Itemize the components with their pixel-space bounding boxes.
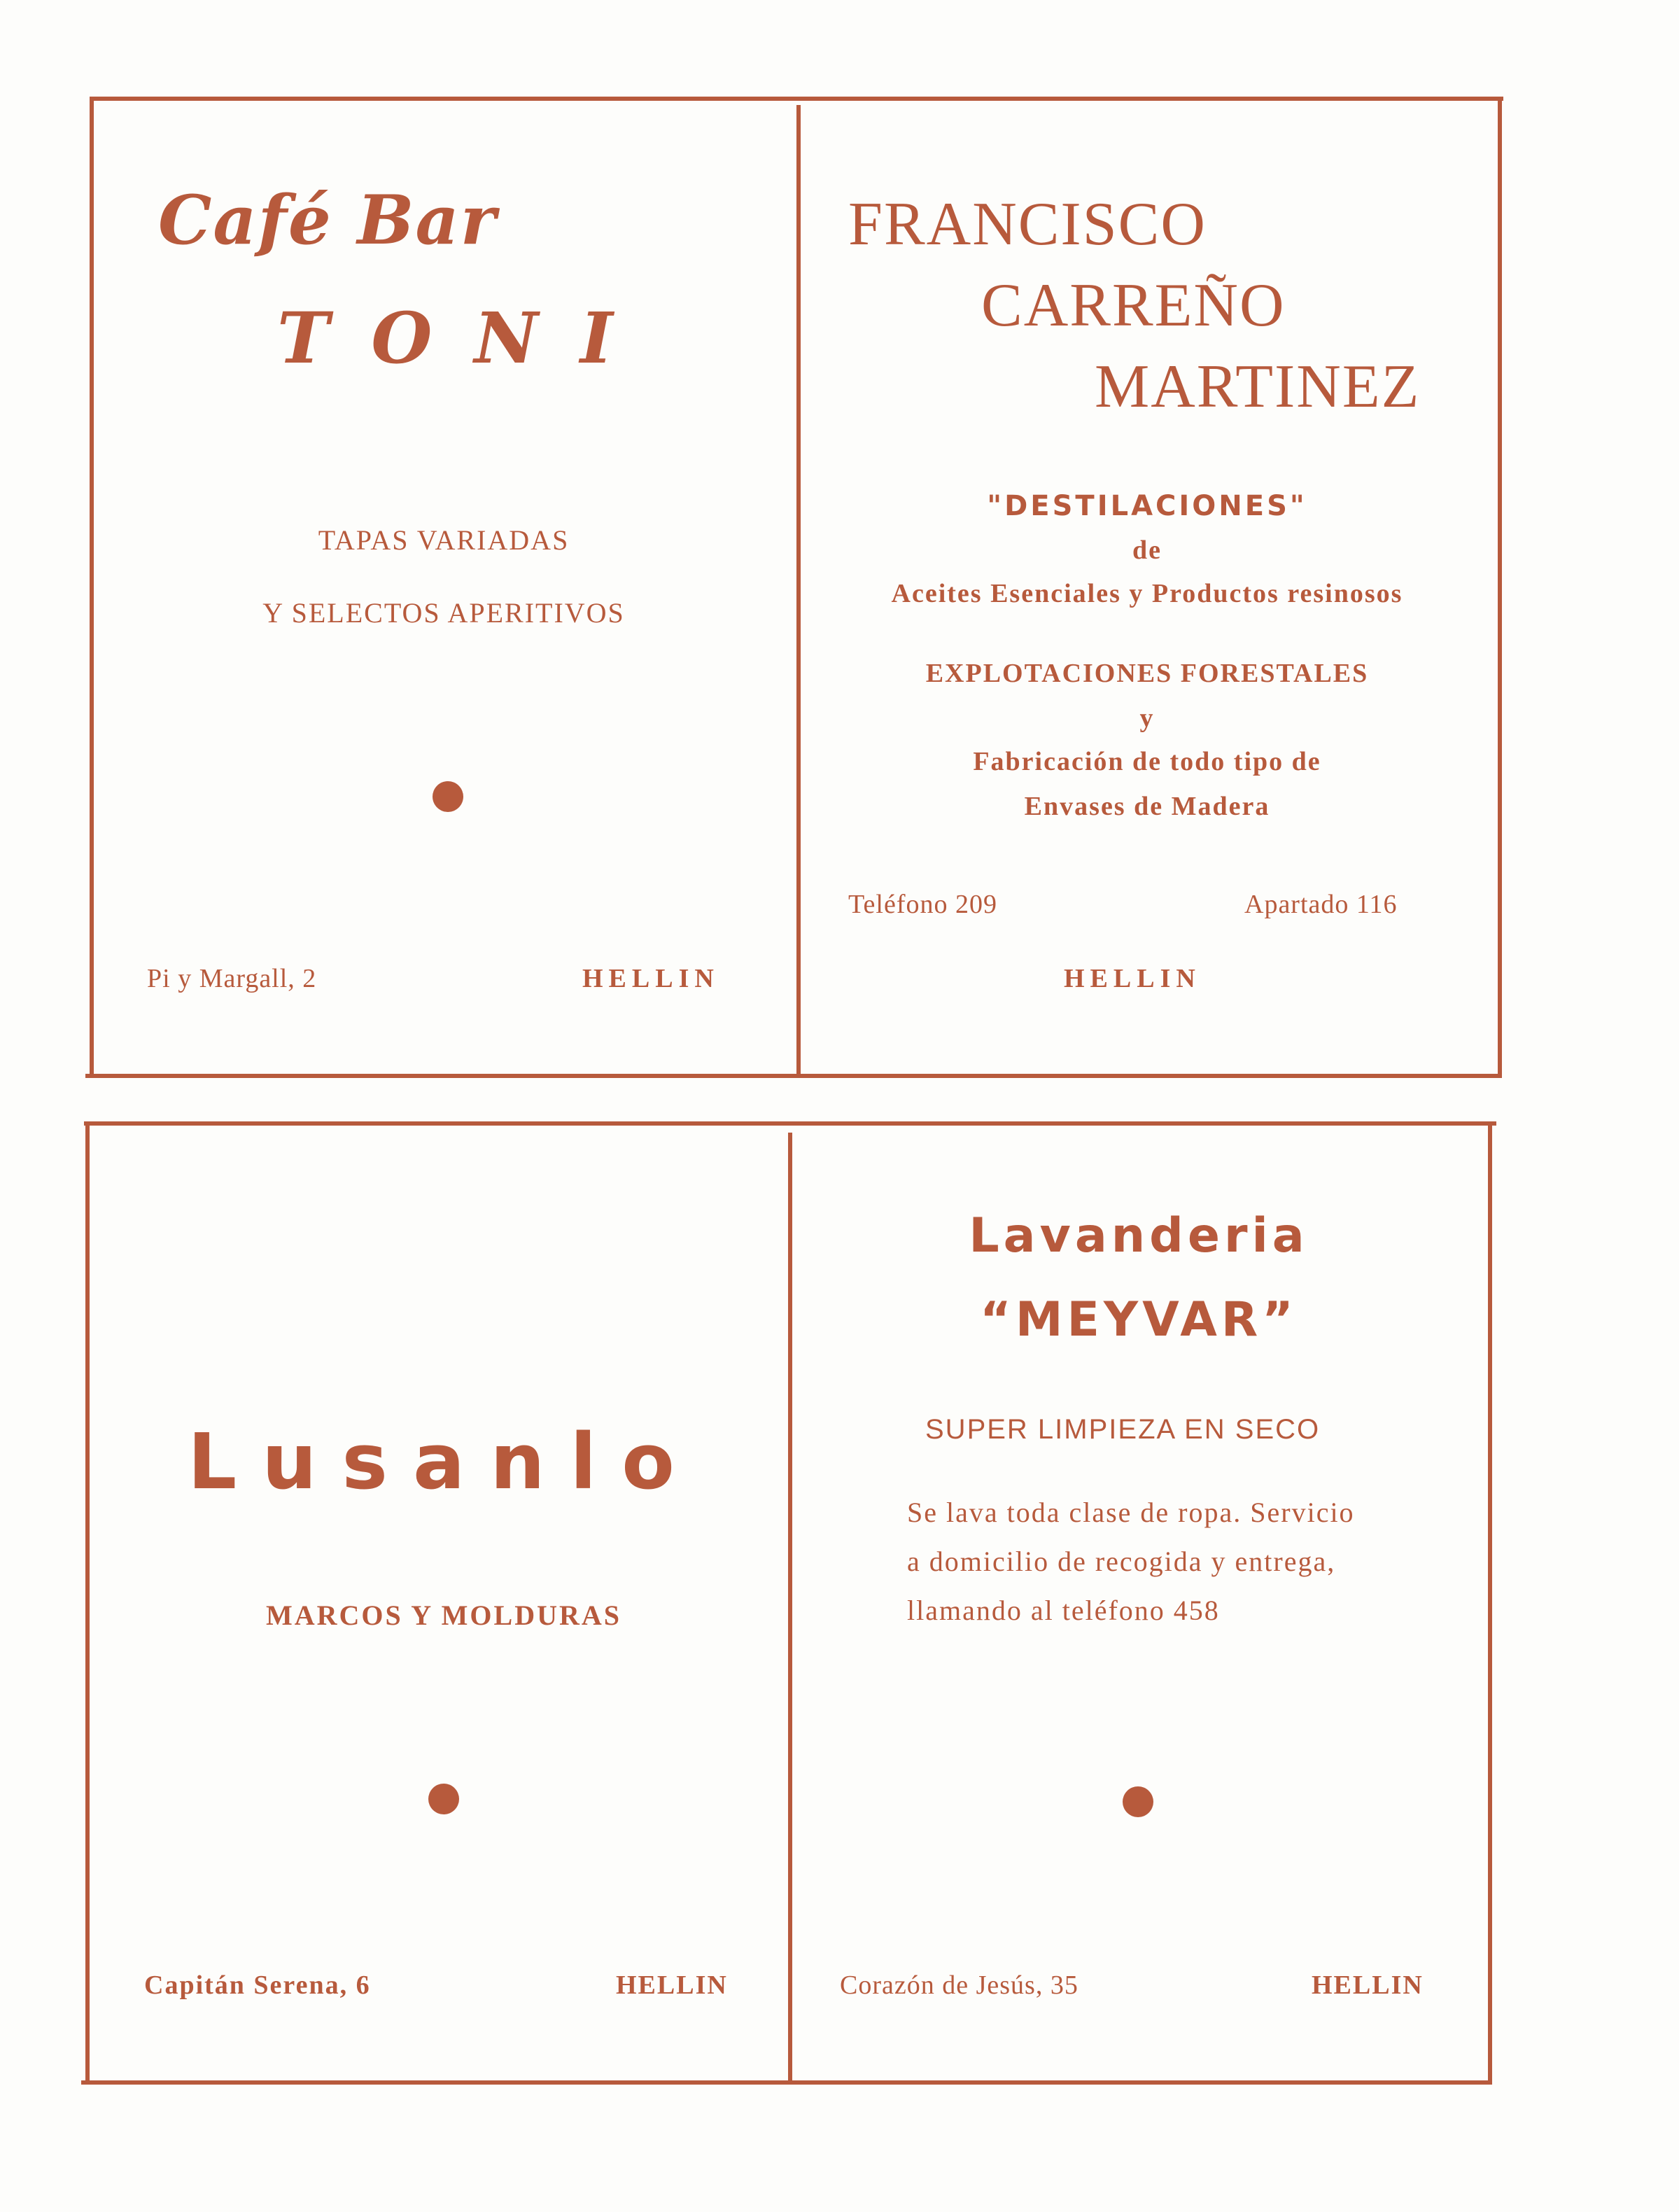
francisco-name-line3: MARTINEZ xyxy=(1095,353,1421,421)
francisco-city: HELLIN xyxy=(1064,964,1201,993)
lusanlo-bullet-dot xyxy=(428,1784,459,1814)
francisco-fabricacion: Fabricación de todo tipo de xyxy=(973,747,1321,776)
bottom-frame-bottom-border xyxy=(81,2080,1491,2085)
top-frame-left-border xyxy=(90,97,94,1078)
francisco-products: Aceites Esenciales y Productos resinosos xyxy=(891,579,1403,608)
meyvar-title: “MEYVAR” xyxy=(980,1292,1298,1348)
cafe-address: Pi y Margall, 2 xyxy=(147,964,317,993)
lavanderia-body-line2: a domicilio de recogida y entrega, xyxy=(907,1546,1336,1577)
francisco-explotaciones: EXPLOTACIONES FORESTALES xyxy=(925,659,1369,688)
lavanderia-body-line3: llamando al teléfono 458 xyxy=(907,1595,1220,1626)
lavanderia-tagline: SUPER LIMPIEZA EN SECO xyxy=(925,1414,1321,1445)
lavanderia-body-line1: Se lava toda clase de ropa. Servicio xyxy=(907,1497,1355,1528)
lavanderia-title: Lavanderia xyxy=(969,1208,1309,1264)
bottom-frame-top-border xyxy=(84,1121,1496,1126)
top-frame-bottom-border xyxy=(85,1074,1501,1078)
francisco-de: de xyxy=(1132,536,1162,565)
cafe-bar-title: Café Bar xyxy=(158,181,498,260)
francisco-apartado: Apartado 116 xyxy=(1244,890,1398,919)
top-frame-top-border xyxy=(90,97,1503,101)
lusanlo-address: Capitán Serena, 6 xyxy=(144,1970,371,2000)
francisco-name-line2: CARREÑO xyxy=(981,272,1286,340)
cafe-aperitivos-line: Y SELECTOS APERITIVOS xyxy=(262,597,625,629)
lavanderia-address: Corazón de Jesús, 35 xyxy=(840,1970,1079,2000)
francisco-envases: Envases de Madera xyxy=(1024,792,1270,821)
cafe-bullet-dot xyxy=(433,781,463,812)
francisco-telefono: Teléfono 209 xyxy=(848,890,998,919)
cafe-city: HELLIN xyxy=(582,964,719,993)
cafe-tapas-line: TAPAS VARIADAS xyxy=(318,524,570,556)
francisco-name-line1: FRANCISCO xyxy=(848,190,1207,258)
top-frame-right-border xyxy=(1498,97,1502,1078)
toni-title: TONI xyxy=(277,297,655,379)
lusanlo-title: Lusanlo xyxy=(188,1417,700,1506)
bottom-frame-right-border xyxy=(1488,1121,1492,2085)
lavanderia-city: HELLIN xyxy=(1312,1970,1424,2000)
lavanderia-bullet-dot xyxy=(1123,1786,1153,1817)
lusanlo-subtitle: MARCOS Y MOLDURAS xyxy=(265,1600,622,1631)
francisco-y: y xyxy=(1139,704,1155,733)
lusanlo-city: HELLIN xyxy=(616,1970,728,2000)
bottom-frame-left-border xyxy=(85,1121,90,2085)
destilaciones-heading: "DESTILACIONES" xyxy=(987,490,1307,522)
